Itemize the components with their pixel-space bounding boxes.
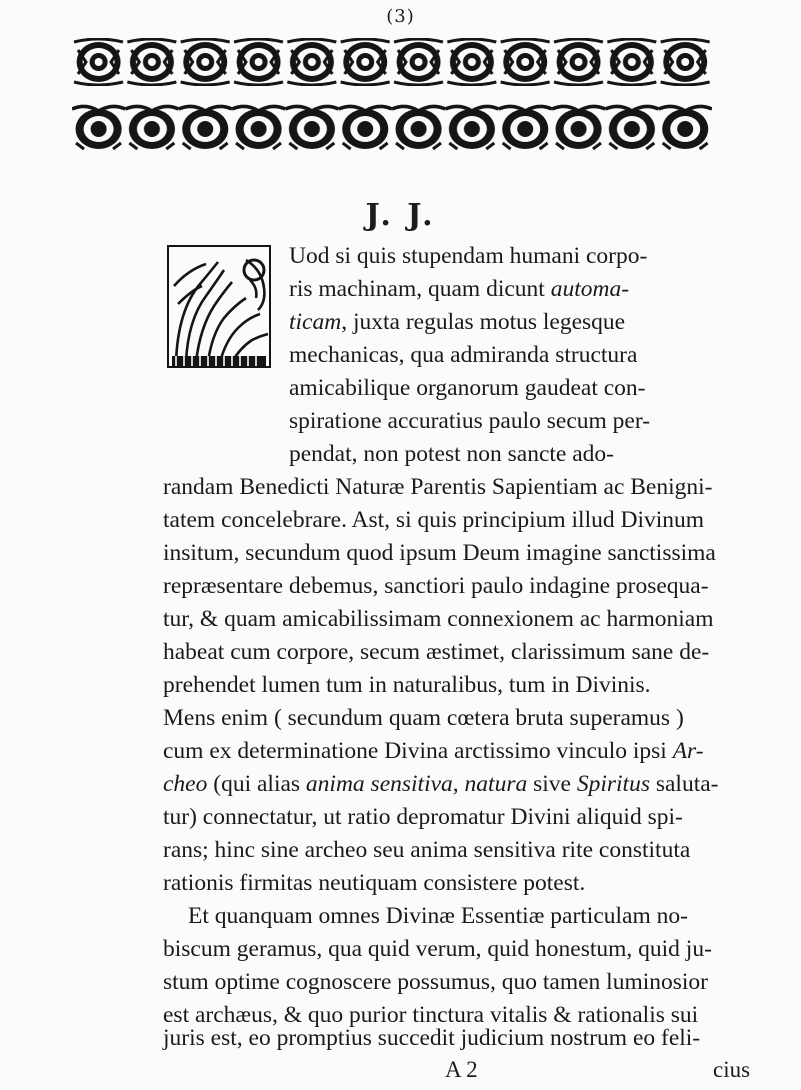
ornament-band-top [72,38,712,86]
text-line: repræsentare debemus, sanctiori paulo indagine prosequa- [163,573,709,599]
text-line: tur, & quam amicabilissimam connexionem ac harmoniam [163,606,714,632]
text-line: est archæus, & quo purior tinctura vitalis & rationalis sui [163,1002,699,1028]
text-line: prehendet lumen tum in naturalibus, tum in Divinis. [163,672,651,698]
text-line: mechanicas, qua admiranda structura [289,342,638,368]
text-line: cheo (qui alias anima sensitiva, natura sive Spiritus saluta- [163,771,719,797]
catchword: cius [713,1057,751,1082]
text-line: biscum geramus, qua quid verum, quid honestum, quid ju- [163,936,712,962]
text-line: ticam, juxta regulas motus legesque [289,309,626,335]
text-line: Mens enim ( secundum quam cœtera bruta superamus ) [163,705,684,731]
signature-mark: A 2 [445,1057,478,1082]
text-line: stum optime cognoscere possumus, quo tamen luminosior [163,969,709,995]
text-line: insitum, secundum quod ipsum Deum imagine sanctissima [163,540,716,566]
text-line: tatem concelebrare. Ast, si quis principium illud Divinum [163,507,705,533]
text-line: cum ex determinatione Divina arctissimo vinculo ipsi Ar- [163,738,704,764]
text-line: amicabilique organorum gaudeat con- [289,375,646,401]
page-number: (3) [386,6,415,27]
ornament-band-bottom [72,103,712,151]
text-line: tur) connectatur, ut ratio depromatur Divini aliquid spi- [163,804,683,830]
dedication-initials: J. J. [365,198,436,233]
text-line: pendat, non potest non sancte ado- [289,441,614,467]
text-line: Et quanquam omnes Divinæ Essentiæ particulam no- [188,903,688,929]
text-line: ris machinam, quam dicunt automa- [289,276,630,302]
text-line: rans; hinc sine archeo seu anima sensitiva rite constituta [163,837,691,863]
text-line: juris est, eo promptius succedit judicium nostrum eo feli- [163,1025,701,1051]
text-line: habeat cum corpore, secum æstimet, clarissimum sane de- [163,639,710,665]
page-footer [0,1054,801,1086]
text-line: rationis firmitas neutiquam consistere potest. [163,870,586,896]
text-line: randam Benedicti Naturæ Parentis Sapientiam ac Benigni- [163,474,713,500]
decorated-initial-q [162,240,276,373]
text-line: spiratione accuratius paulo secum per- [289,408,651,434]
text-line: Uod si quis stupendam humani corpo- [289,243,648,269]
